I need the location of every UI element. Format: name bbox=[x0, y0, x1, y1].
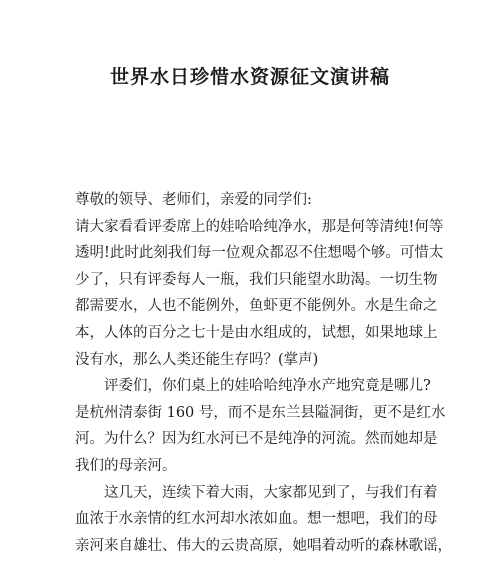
document-body bbox=[75, 187, 452, 559]
text-line: 我们的母亲河。 bbox=[75, 457, 177, 474]
paragraph-first-line: 评委们，你们桌上的娃哈哈纯净水产地究竟是哪儿? bbox=[104, 378, 431, 395]
text-line: 河。为什么？因为红水河已不是纯净的河流。然而她却是 bbox=[75, 431, 438, 448]
text-line: 透明!此时此刻我们每一位观众都忍不住想喝个够。可惜太 bbox=[75, 245, 444, 262]
document-title: 世界水日珍惜水资源征文演讲稿 bbox=[109, 66, 390, 88]
text-line: 血浓于水亲情的红水河却水浓如血。想一想吧，我们的母 bbox=[75, 511, 438, 528]
text-line: 请大家看看评委席上的娃哈哈纯净水，那是何等清纯!何等 bbox=[75, 218, 444, 235]
paragraph-first-line: 这几天，连续下着大雨，大家都见到了，与我们有着 bbox=[104, 484, 438, 501]
text-line: 尊敬的领导、老师们，亲爱的同学们: bbox=[75, 192, 312, 208]
text-line: 亲河来自雄壮、伟大的云贵高原，她唱着动听的森林歌谣， bbox=[75, 537, 452, 554]
text-line: 本，人体的百分之七十是由水组成的，试想，如果地球上 bbox=[75, 324, 438, 341]
text-line: 少了，只有评委每人一瓶，我们只能望水助渴。一切生物 bbox=[75, 271, 438, 288]
text-line: 没有水，那么人类还能生存吗？(掌声) bbox=[75, 351, 319, 368]
text-line: 都需要水，人也不能例外，鱼虾更不能例外。水是生命之 bbox=[75, 298, 438, 315]
text-line: 是杭州清泰街 160 号，而不是东兰县隘洞街，更不是红水 bbox=[75, 404, 446, 421]
